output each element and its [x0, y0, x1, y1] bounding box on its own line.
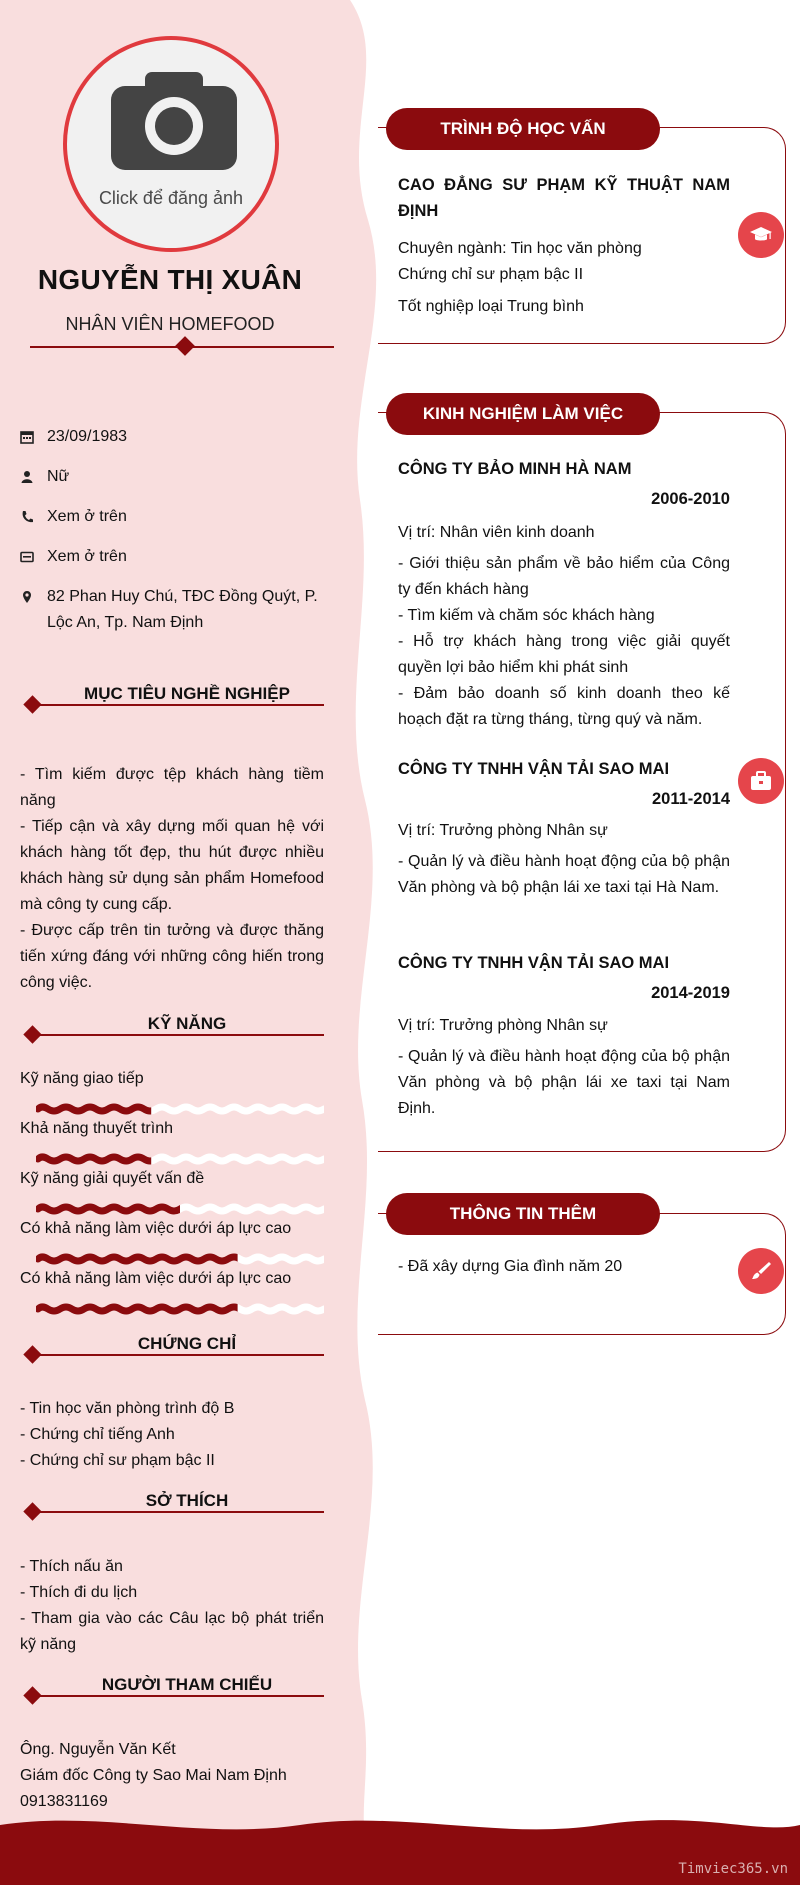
avatar-upload[interactable]: [63, 36, 279, 252]
skills-header: [20, 1014, 324, 1044]
phone-icon: [20, 510, 34, 524]
skill-label: Kỹ năng giao tiếp: [20, 1070, 144, 1087]
skill-level-bar: [36, 1252, 324, 1266]
candidate-position: NHÂN VIÊN HOMEFOOD: [65, 314, 275, 334]
photo-upload-hint: Click để đăng ảnh: [98, 188, 244, 208]
certificates-header: [20, 1334, 324, 1364]
objective-text: - Tìm kiếm được tệp khách hàng tiềm năng - Tiếp cận và xây dựng mối quan hệ với khách hàng tốt đẹp, thu hút được nhiều khách hàng sử dụng sản phẩm Homefood mà công ty cung cấp. - Được cấp trên tin tưởng và được thăng tiến xứng đáng với những công hiến trong công việc.: [20, 766, 324, 991]
education-grade: Tốt nghiệp loại Trung bình: [398, 298, 584, 315]
calendar-icon: [20, 430, 34, 444]
job-2-company: CÔNG TY TNHH VẬN TẢI SAO MAI: [398, 760, 670, 778]
job-2-period: 2011-2014: [652, 790, 730, 808]
references-text: Ông. Nguyễn Văn Kết Giám đốc Công ty Sao Mai Nam Định 0913831169: [20, 1741, 287, 1810]
job-1-company: CÔNG TY BẢO MINH HÀ NAM: [398, 460, 632, 478]
job-1-period: 2006-2010: [651, 490, 730, 508]
job-1-role: Vị trí: Nhân viên kinh doanh: [398, 524, 595, 541]
skill-level-bar: [36, 1202, 324, 1216]
job-2-description: - Quản lý và điều hành hoạt động của bộ phận Văn phòng và bộ phận lái xe taxi tại Hà Nam.: [398, 853, 730, 896]
paintbrush-icon: [738, 1248, 784, 1294]
skill-label: Có khả năng làm việc dưới áp lực cao: [20, 1220, 292, 1237]
watermark: Timviec365.vn: [678, 1861, 788, 1877]
certificates-text: - Tin học văn phòng trình độ B - Chứng chỉ tiếng Anh - Chứng chỉ sư phạm bậc II: [20, 1400, 235, 1469]
objective-header: [20, 684, 324, 714]
education-certificate: Chứng chỉ sư phạm bậc II: [398, 266, 584, 283]
person-icon: [20, 470, 34, 484]
camera-icon: [111, 72, 237, 170]
graduation-cap-icon: [738, 212, 784, 258]
job-3-company: CÔNG TY TNHH VẬN TẢI SAO MAI: [398, 954, 670, 972]
job-3-role: Vị trí: Trưởng phòng Nhân sự: [398, 1017, 608, 1034]
skills-title: KỸ NĂNG: [142, 1014, 232, 1033]
education-school: CAO ĐẲNG SƯ PHẠM KỸ THUẬT NAM ĐỊNH: [398, 176, 730, 220]
education-major: Chuyên ngành: Tin học văn phòng: [398, 240, 642, 257]
references-header: [20, 1675, 324, 1705]
email-icon: [20, 550, 34, 564]
briefcase-icon: [738, 758, 784, 804]
job-1-description: - Giới thiệu sản phẩm về bảo hiểm của Công ty đến khách hàng - Tìm kiếm và chăm sóc khách hàng - Hỗ trợ khách hàng trong việc giải quyết quyền lợi bảo hiểm khi phát sinh - Đảm bảo doanh số kinh doanh theo kế hoạch đặt ra từng tháng, từng quý và năm.: [398, 555, 730, 728]
candidate-name: NGUYỄN THỊ XUÂN: [37, 264, 303, 295]
references-title: NGƯỜI THAM CHIẾU: [96, 1675, 278, 1694]
skill-label: Kỹ năng giải quyết vấn đề: [20, 1170, 205, 1187]
job-2-role: Vị trí: Trưởng phòng Nhân sự: [398, 822, 608, 839]
skill-label: Khả năng thuyết trình: [20, 1120, 173, 1137]
skill-level-bar: [36, 1152, 324, 1166]
experience-title: KINH NGHIỆM LÀM VIỆC: [386, 393, 660, 435]
job-3-description: - Quản lý và điều hành hoạt động của bộ phận Văn phòng và bộ phận lái xe taxi tại Nam Định.: [398, 1048, 730, 1117]
job-3-period: 2014-2019: [651, 984, 730, 1002]
education-title: TRÌNH ĐỘ HỌC VẤN: [386, 108, 660, 150]
additional-info-text: - Đã xây dựng Gia đình năm 20: [398, 1258, 623, 1275]
additional-info-title: THÔNG TIN THÊM: [386, 1193, 660, 1235]
certificates-title: CHỨNG CHỈ: [132, 1334, 242, 1353]
objective-title: MỤC TIÊU NGHỀ NGHIỆP: [78, 684, 296, 703]
hobbies-header: [20, 1491, 324, 1521]
skill-level-bar: [36, 1102, 324, 1116]
skill-level-bar: [36, 1302, 324, 1316]
skill-label: Có khả năng làm việc dưới áp lực cao: [20, 1270, 292, 1287]
hobbies-text: - Thích nấu ăn - Thích đi du lịch - Tham gia vào các Câu lạc bộ phát triển kỹ năng: [20, 1558, 324, 1653]
hobbies-title: SỞ THÍCH: [140, 1491, 235, 1510]
location-icon: [20, 590, 34, 604]
